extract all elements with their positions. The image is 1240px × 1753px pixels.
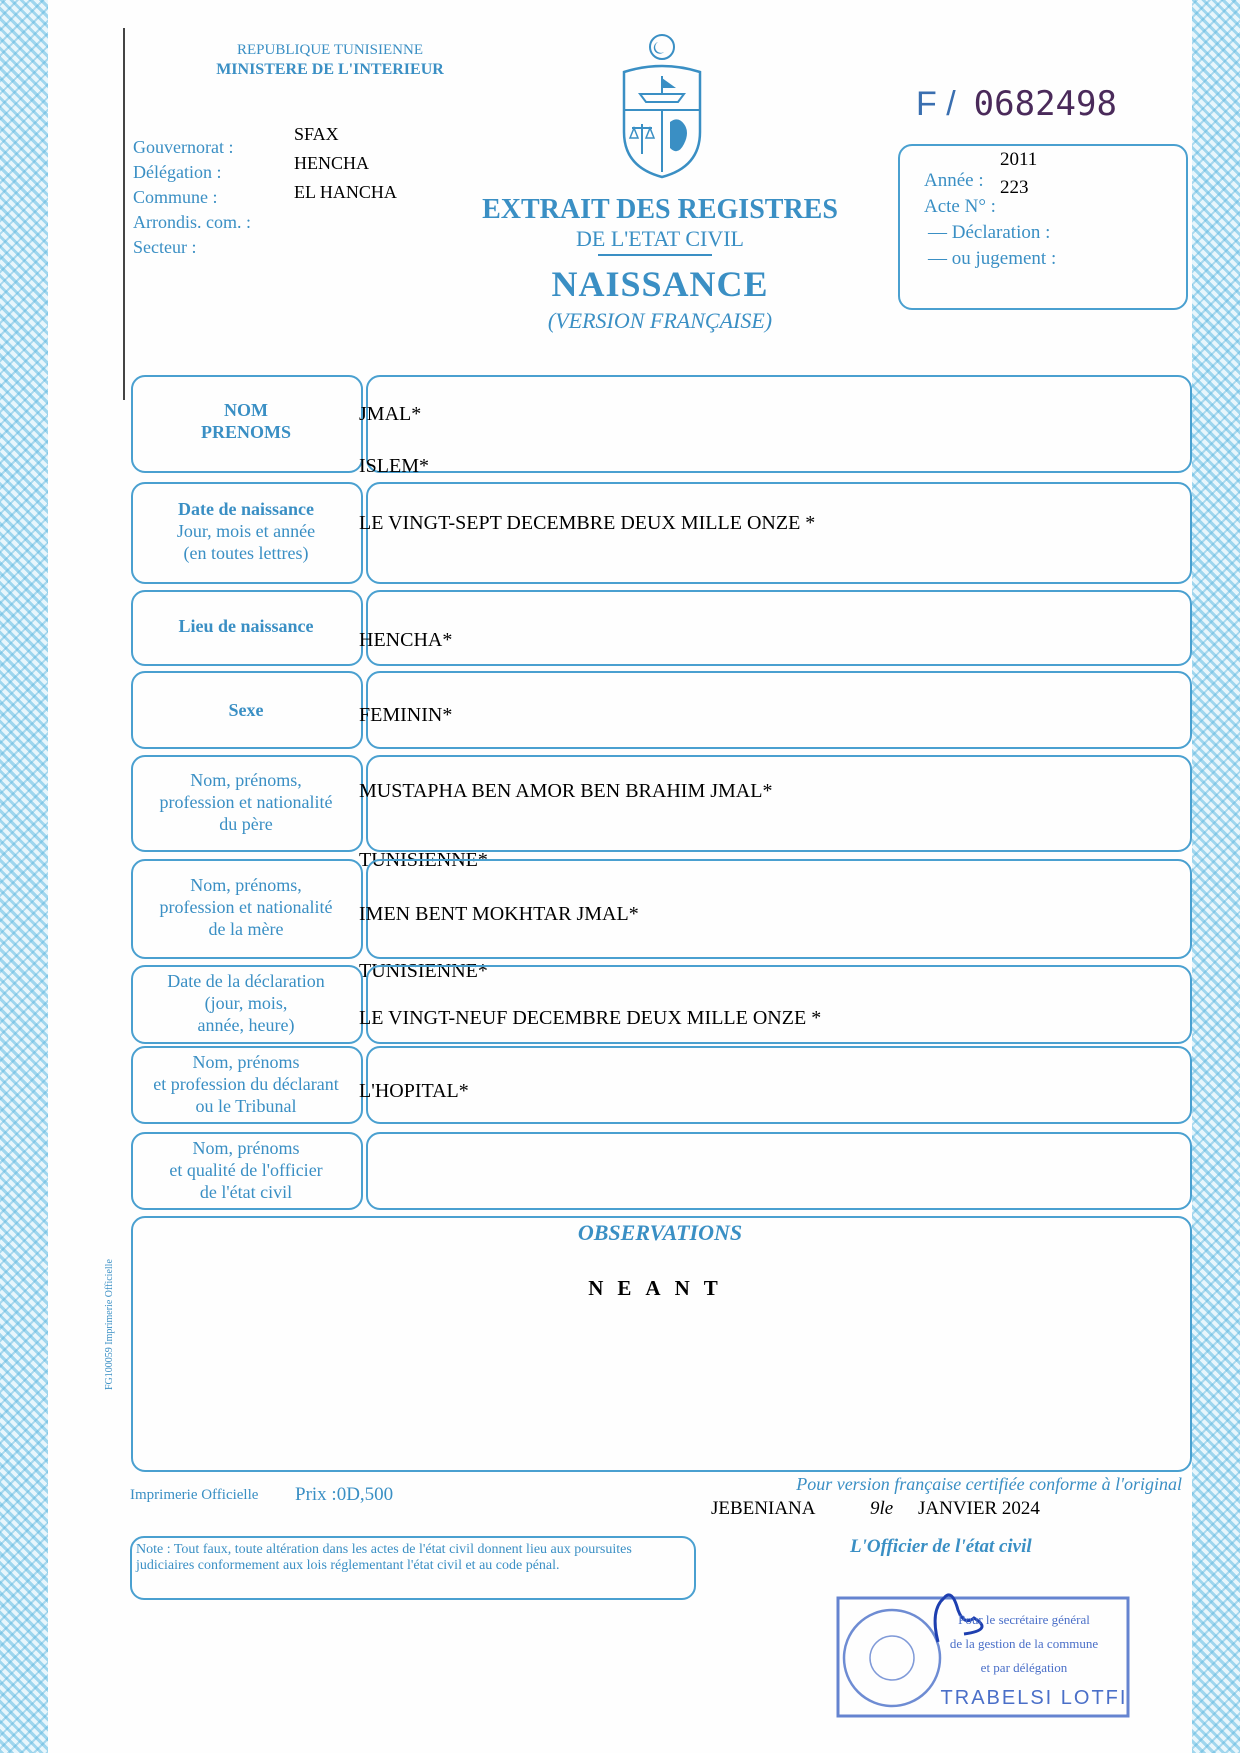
issue-place: JEBENIANA <box>711 1498 816 1519</box>
ministry-header <box>130 40 530 80</box>
pere-value: MUSTAPHA BEN AMOR BEN BRAHIM JMAL* <box>359 780 773 802</box>
pere-label-line2: profession et nationalité <box>159 792 333 812</box>
sexe-value: FEMININ* <box>359 704 453 726</box>
declarant-value-box <box>366 1046 1192 1124</box>
gouvernorat-label: Gouvernorat : <box>133 137 234 157</box>
prenom-value: ISLEM* <box>359 455 429 477</box>
commune-value: EL HANCHA <box>294 182 397 202</box>
sexe-label <box>132 684 360 736</box>
sexe-label-line: Sexe <box>228 700 264 720</box>
printer-code: FG100059 Imprimerie Officielle <box>104 1259 115 1390</box>
delegation-label: Délégation : <box>133 162 222 182</box>
pere-value-box <box>366 755 1192 852</box>
lieu-value-box <box>366 590 1192 666</box>
mere-value: IMEN BENT MOKHTAR JMAL* <box>359 903 639 925</box>
observations-value: NEANT <box>588 1276 732 1300</box>
gouvernorat-value: SFAX <box>294 124 339 144</box>
sexe-value-box <box>366 671 1192 749</box>
date-declaration-label <box>132 968 360 1038</box>
pere-nationality: TUNISIENNE* <box>359 849 488 871</box>
mere-label-line1: Nom, prénoms, <box>190 875 302 895</box>
acte-label: Acte N° : <box>924 196 996 217</box>
lieu-naissance-label <box>132 600 360 652</box>
admin-labels <box>133 135 251 260</box>
acte-values <box>1000 146 1037 202</box>
nom-label <box>132 390 360 452</box>
guilloche-border-left <box>0 0 48 1753</box>
document-type: NAISSANCE <box>551 264 769 304</box>
date-naissance-value: LE VINGT-SEPT DECEMBRE DEUX MILLE ONZE * <box>359 512 816 534</box>
observations-box <box>131 1216 1192 1472</box>
nom-value: JMAL* <box>359 403 422 425</box>
document-version: (VERSION FRANÇAISE) <box>547 308 773 333</box>
pere-label <box>132 765 360 839</box>
officer-title: L'Officier de l'état civil <box>850 1536 1032 1557</box>
declarant-value: L'HOPITAL* <box>359 1080 469 1102</box>
annee-value: 2011 <box>1000 149 1038 170</box>
document-subtitle: DE L'ETAT CIVIL <box>576 226 744 251</box>
officier-label-line1: Nom, prénoms <box>192 1138 300 1158</box>
margin-rule <box>123 28 125 400</box>
pere-label-line1: Nom, prénoms, <box>190 770 302 790</box>
pere-label-line3: du père <box>219 814 273 834</box>
declarant-label-line3: ou le Tribunal <box>195 1096 297 1116</box>
issue-month-year: JANVIER 2024 <box>918 1498 1040 1519</box>
coat-of-arms-emblem <box>612 32 712 182</box>
date-declaration-value: LE VINGT-NEUF DECEMBRE DEUX MILLE ONZE * <box>359 1007 822 1029</box>
officier-label <box>132 1136 360 1204</box>
jugement-label: — ou jugement : <box>928 248 1057 269</box>
declaration-value-box <box>366 965 1192 1044</box>
commune-label: Commune : <box>133 187 218 207</box>
declaration-label: — Déclaration : <box>928 222 1051 243</box>
delegation-value: HENCHA <box>294 153 369 173</box>
officier-value-box <box>366 1132 1192 1210</box>
officier-label-line3: de l'état civil <box>199 1182 293 1202</box>
issue-day: 9le <box>870 1498 894 1519</box>
mere-label-line2: profession et nationalité <box>159 897 333 917</box>
ministry-text: MINISTERE DE L'INTERIEUR <box>216 61 444 78</box>
mere-label <box>132 869 360 945</box>
observations-title: OBSERVATIONS <box>577 1220 743 1245</box>
officier-label-line2: et qualité de l'officier <box>169 1160 323 1180</box>
declarant-label-line2: et profession du déclarant <box>153 1074 339 1094</box>
lieu-naissance-value: HENCHA* <box>359 629 453 651</box>
decl-label-line1: Date de la déclaration <box>167 971 325 991</box>
date-label-line1: Date de naissance <box>178 499 314 519</box>
secteur-label: Secteur : <box>133 237 197 257</box>
title-rule <box>598 254 712 256</box>
republic-text: REPUBLIQUE TUNISIENNE <box>237 42 423 58</box>
prix-text: Prix :0D,500 <box>295 1484 394 1505</box>
decl-label-line2: (jour, mois, <box>204 993 288 1013</box>
nom-value-box <box>366 375 1192 473</box>
arrondissement-label: Arrondis. com. : <box>133 212 251 232</box>
serial-value: 0682498 <box>973 84 1117 124</box>
admin-values <box>294 120 397 207</box>
stamp-line3: et par délégation <box>980 1660 1068 1675</box>
declarant-label-line1: Nom, prénoms <box>192 1052 300 1072</box>
mere-nationality: TUNISIENNE* <box>359 960 488 982</box>
date-label-line3: (en toutes lettres) <box>183 543 309 563</box>
decl-label-line3: année, heure) <box>197 1015 295 1035</box>
legal-note: Note : Tout faux, toute altération dans les actes de l'état civil donnent lieu aux poursuites judiciaires conformement aux lois réglementant l'état civil et au code pénal. <box>136 1542 632 1573</box>
annee-label: Année : <box>924 170 984 191</box>
date-label-line2: Jour, mois et année <box>176 521 316 541</box>
nom-label-line2: PRENOMS <box>201 422 291 442</box>
serial-number <box>916 84 1117 124</box>
lieu-label-line: Lieu de naissance <box>178 616 314 636</box>
acte-number-value: 223 <box>1000 177 1029 198</box>
certification-text: Pour version française certifiée conforme à l'original <box>796 1474 1182 1494</box>
serial-prefix: F / <box>916 85 956 123</box>
official-stamp <box>834 1590 1134 1720</box>
stamp-name: TRABELSI LOTFI <box>940 1687 1128 1709</box>
declarant-label <box>132 1050 360 1118</box>
document-title: EXTRAIT DES REGISTRES <box>482 194 838 225</box>
nom-label-line1: NOM <box>224 400 268 420</box>
guilloche-border-right <box>1192 0 1240 1753</box>
mere-label-line3: de la mère <box>208 919 284 939</box>
stamp-line2: de la gestion de la commune <box>949 1636 1099 1651</box>
imprimerie-text: Imprimerie Officielle <box>130 1487 259 1503</box>
date-naissance-label <box>132 490 360 572</box>
stamp-line1: Pour le secrétaire général <box>958 1612 1090 1627</box>
